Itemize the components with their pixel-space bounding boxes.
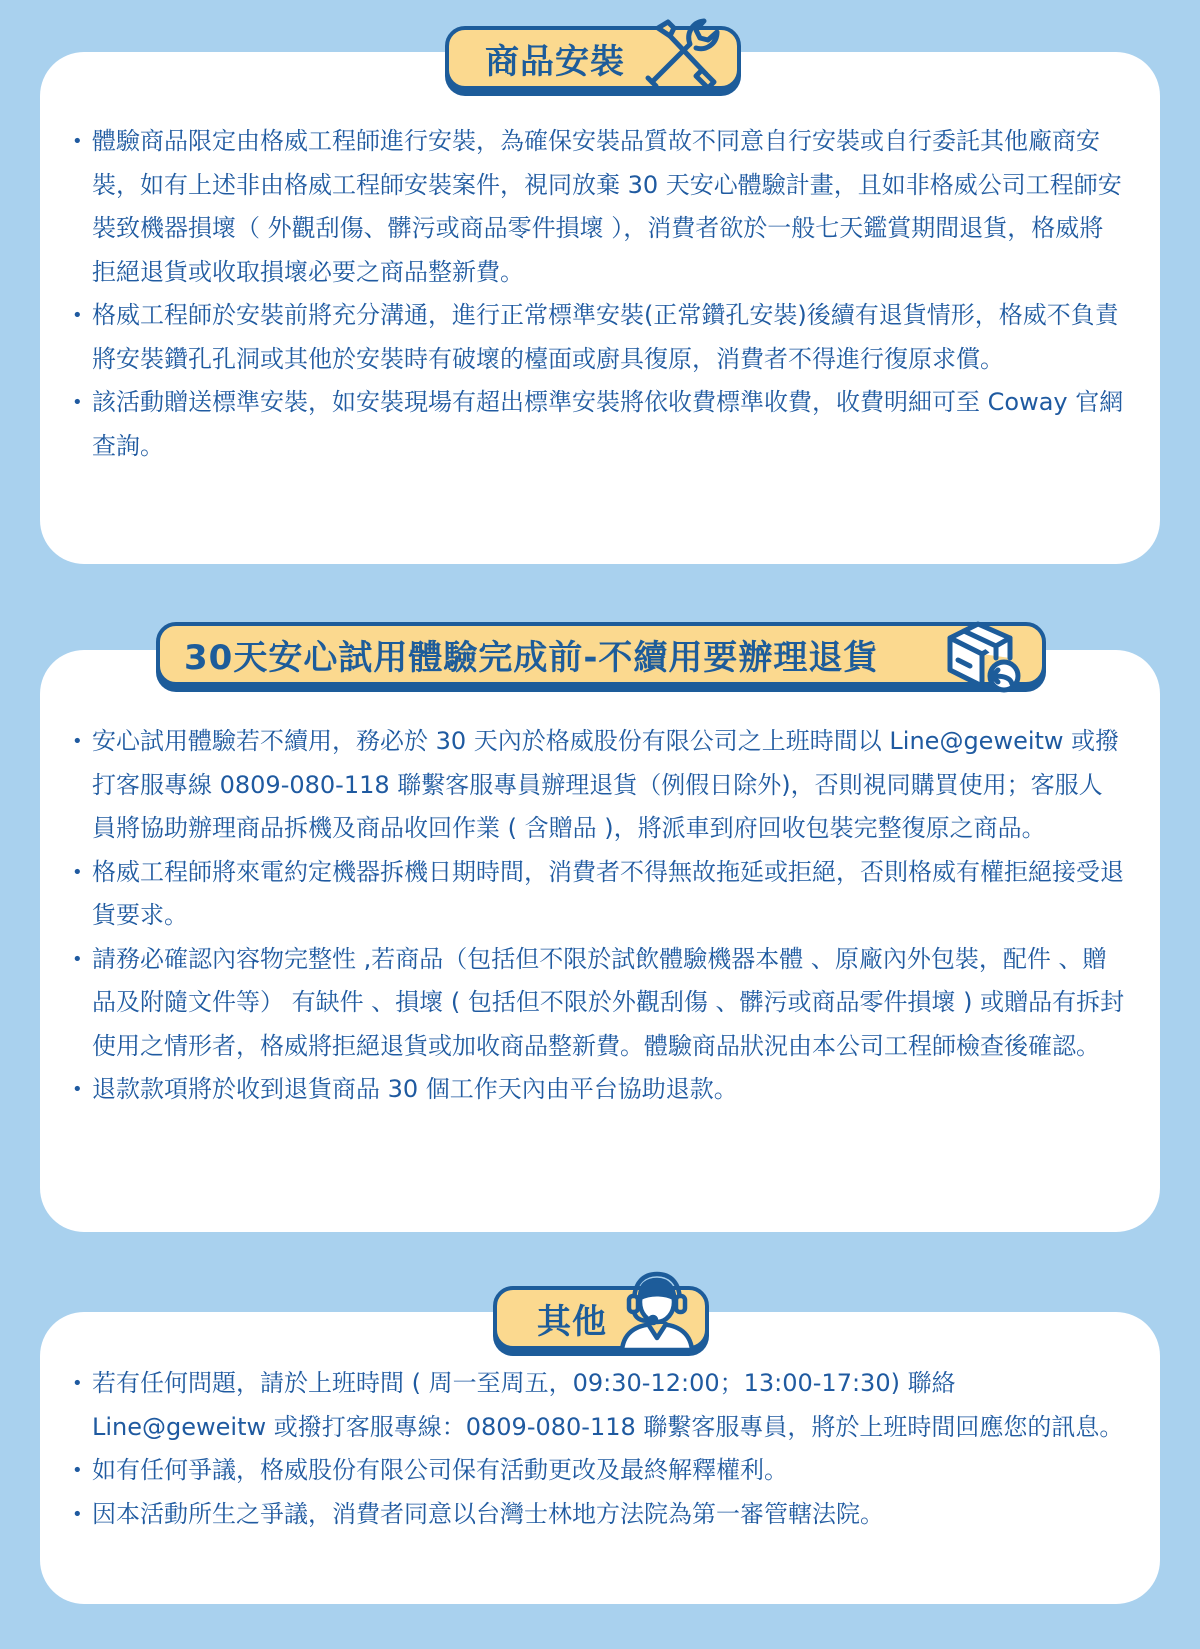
installation-card xyxy=(40,52,1160,564)
section-title: 商品安裝 xyxy=(485,41,625,82)
section-title: 30天安心試用體驗完成前-不續用要辦理退貨 xyxy=(184,637,879,678)
list-item: • 該活動贈送標準安裝，如安裝現場有超出標準安裝將依收費標準收費，收費明細可至 Coway 官網查詢。 xyxy=(40,381,1160,468)
list-item: • 體驗商品限定由格威工程師進行安裝，為確保安裝品質故不同意自行安裝或自行委託其他廠商安裝，如有上述非由格威工程師安裝案件，視同放棄 30 天安心體驗計畫，且如非格威公司工程師安裝致機器損壞（ 外觀刮傷、髒污或商品零件損壞 ），消費者欲於一般七天鑑賞期間退貨，格威將拒絕退貨或收取損壞必要之商品整新費。 xyxy=(40,120,1160,294)
list-item: • 格威工程師將來電約定機器拆機日期時間，消費者不得無故拖延或拒絕，否則格威有權拒絕接受退貨要求。 xyxy=(40,851,1160,938)
return-box-icon xyxy=(940,614,1022,696)
trial-return-card xyxy=(40,650,1160,1232)
customer-service-agent-icon xyxy=(618,1268,696,1352)
list-item: • 如有任何爭議，格威股份有限公司保有活動更改及最終解釋權利。 xyxy=(40,1449,1160,1493)
list-item: • 因本活動所生之爭議，消費者同意以台灣士林地方法院為第一審管轄法院。 xyxy=(40,1493,1160,1537)
wrench-screwdriver-icon xyxy=(640,14,726,94)
list-item: • 若有任何問題，請於上班時間 ( 周一至周五，09:30-12:00；13:00-17:30) 聯絡 Line@geweitw 或撥打客服專線：0809-080-118 聯繫客服專員，將於上班時間回應您的訊息。 xyxy=(40,1362,1160,1449)
trial-return-list xyxy=(40,720,1160,1112)
list-item: • 格威工程師於安裝前將充分溝通，進行正常標準安裝(正常鑽孔安裝)後續有退貨情形，格威不負責將安裝鑽孔孔洞或其他於安裝時有破壞的檯面或廚具復原，消費者不得進行復原求償。 xyxy=(40,294,1160,381)
other-list xyxy=(40,1362,1160,1536)
section-title: 其他 xyxy=(537,1301,607,1342)
list-item: • 請務必確認內容物完整性 ,若商品（包括但不限於試飲體驗機器本體 、原廠內外包裝，配件 、贈品及附隨文件等） 有缺件 、損壞 ( 包括但不限於外觀刮傷 、髒污或商品零件損壞 ) 或贈品有拆封使用之情形者，格威將拒絕退貨或加收商品整新費。體驗商品狀況由本公司工程師檢查後確認。 xyxy=(40,938,1160,1069)
other-card xyxy=(40,1312,1160,1604)
list-item: • 退款款項將於收到退貨商品 30 個工作天內由平台協助退款。 xyxy=(40,1068,1160,1112)
trial-return-title-pill xyxy=(156,622,1046,686)
list-item: • 安心試用體驗若不續用，務必於 30 天內於格威股份有限公司之上班時間以 Line@geweitw 或撥打客服專線 0809-080-118 聯繫客服專員辦理退貨（例假日除外)，否則視同購買使用；客服人員將協助辦理商品拆機及商品收回作業 ( 含贈品 )，將派車到府回收包裝完整復原之商品。 xyxy=(40,720,1160,851)
installation-list xyxy=(40,120,1160,468)
